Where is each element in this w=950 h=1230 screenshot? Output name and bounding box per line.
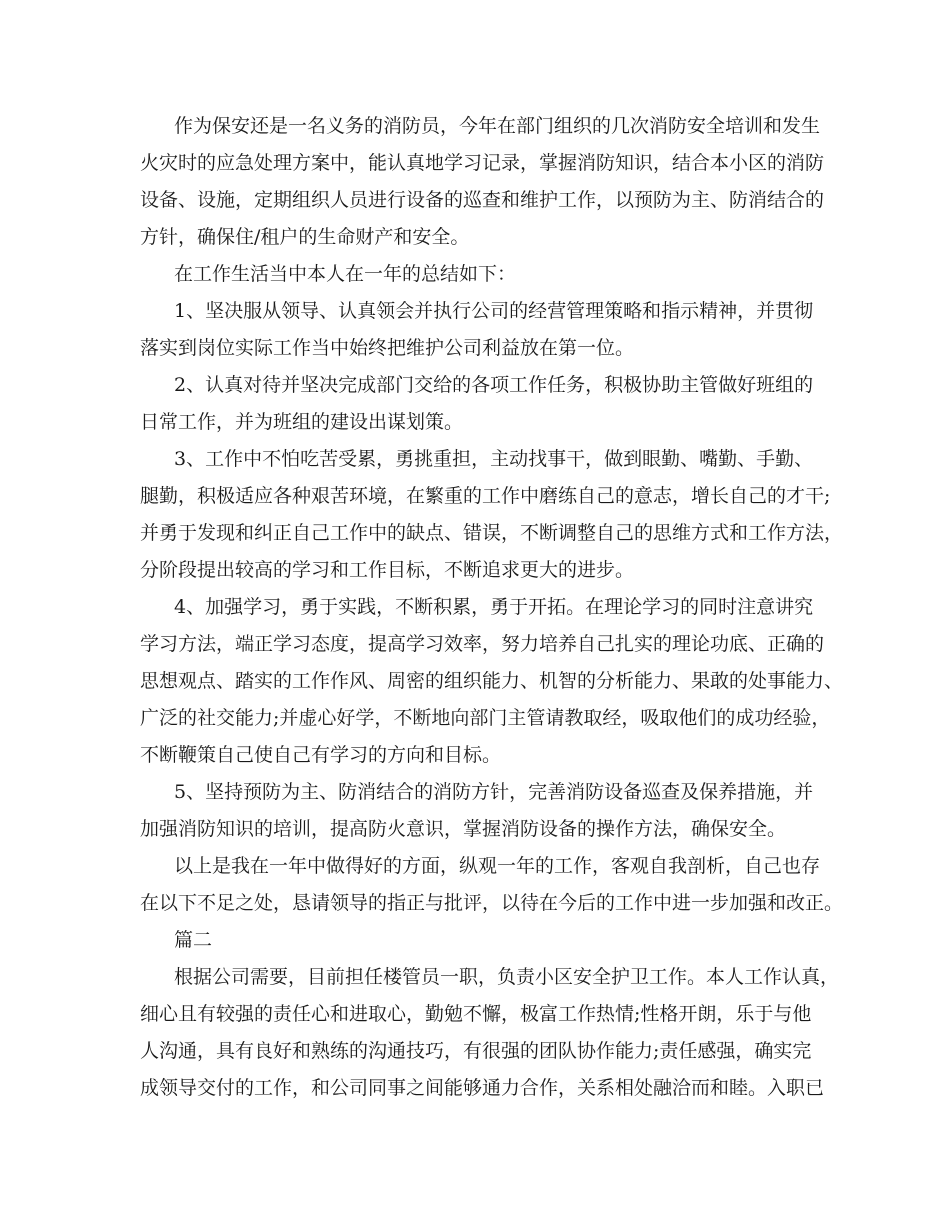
document-text-line: 4、加强学习，勇于实践，不断积累，勇于开拓。在理论学习的同时注意讲究 xyxy=(174,596,814,618)
document-text-line: 方针，确保住/租户的生命财产和安全。 xyxy=(140,226,470,248)
document-text-line: 火灾时的应急处理方案中，能认真地学习记录，掌握消防知识，结合本小区的消防 xyxy=(140,152,825,174)
document-text-line: 以上是我在一年中做得好的方面，纵观一年的工作，客观自我剖析，自己也存 xyxy=(174,855,821,877)
document-text-line: 细心且有较强的责任心和进取心，勤勉不懈，极富工作热情;性格开朗，乐于与他 xyxy=(140,1003,812,1025)
document-text-line: 加强消防知识的培训，提高防火意识，掌握消防设备的操作方法，确保安全。 xyxy=(140,818,787,840)
document-text-line: 2、认真对待并坚决完成部门交给的各项工作任务，积极协助主管做好班组的 xyxy=(174,374,814,396)
document-text-line: 不断鞭策自己使自己有学习的方向和目标。 xyxy=(140,744,502,766)
document-text-line: 5、坚持预防为主、防消结合的消防方针，完善消防设备巡查及保养措施，并 xyxy=(174,781,814,803)
document-text-line: 分阶段提出较高的学习和工作目标，不断追求更大的进步。 xyxy=(140,559,635,581)
document-text-line: 学习方法，端正学习态度，提高学习效率，努力培养自己扎实的理论功底、正确的 xyxy=(140,633,825,655)
document-text-line: 成领导交付的工作，和公司同事之间能够通力合作，关系相处融洽而和睦。入职已 xyxy=(140,1077,825,1099)
document-text-line: 作为保安还是一名义务的消防员，今年在部门组织的几次消防安全培训和发生 xyxy=(174,115,821,137)
document-text-line: 在工作生活当中本人在一年的总结如下： xyxy=(174,263,517,285)
document-text-line: 广泛的社交能力;并虚心好学，不断地向部门主管请教取经，吸取他们的成功经验， xyxy=(140,707,831,729)
document-text-line: 1、坚决服从领导、认真领会并执行公司的经营管理策略和指示精神，并贯彻 xyxy=(174,300,814,322)
document-text-line: 设备、设施，定期组织人员进行设备的巡查和维护工作，以预防为主、防消结合的 xyxy=(140,189,825,211)
document-body xyxy=(140,108,844,1107)
document-text-line: 落实到岗位实际工作当中始终把维护公司利益放在第一位。 xyxy=(140,337,635,359)
document-text-line: 根据公司需要，目前担任楼管员一职，负责小区安全护卫工作。本人工作认真， xyxy=(174,966,840,988)
document-text-line: 思想观点、踏实的工作作风、周密的组织能力、机智的分析能力、果敢的处事能力、 xyxy=(140,670,844,692)
document-text-line: 腿勤，积极适应各种艰苦环境，在繁重的工作中磨练自己的意志，增长自己的才干; xyxy=(140,485,831,507)
document-text-line: 在以下不足之处，恳请领导的指正与批评，以待在今后的工作中进一步加强和改正。 xyxy=(140,892,844,914)
document-text-line: 并勇于发现和纠正自己工作中的缺点、错误，不断调整自己的思维方式和工作方法， xyxy=(140,522,844,544)
document-text-line: 日常工作，并为班组的建设出谋划策。 xyxy=(140,411,464,433)
document-text-line: 人沟通，具有良好和熟练的沟通技巧，有很强的团队协作能力;责任感强，确实完 xyxy=(140,1040,812,1062)
document-text-line: 3、工作中不怕吃苦受累，勇挑重担，主动找事干，做到眼勤、嘴勤、手勤、 xyxy=(174,448,814,470)
document-text-line: 篇二 xyxy=(174,929,213,951)
